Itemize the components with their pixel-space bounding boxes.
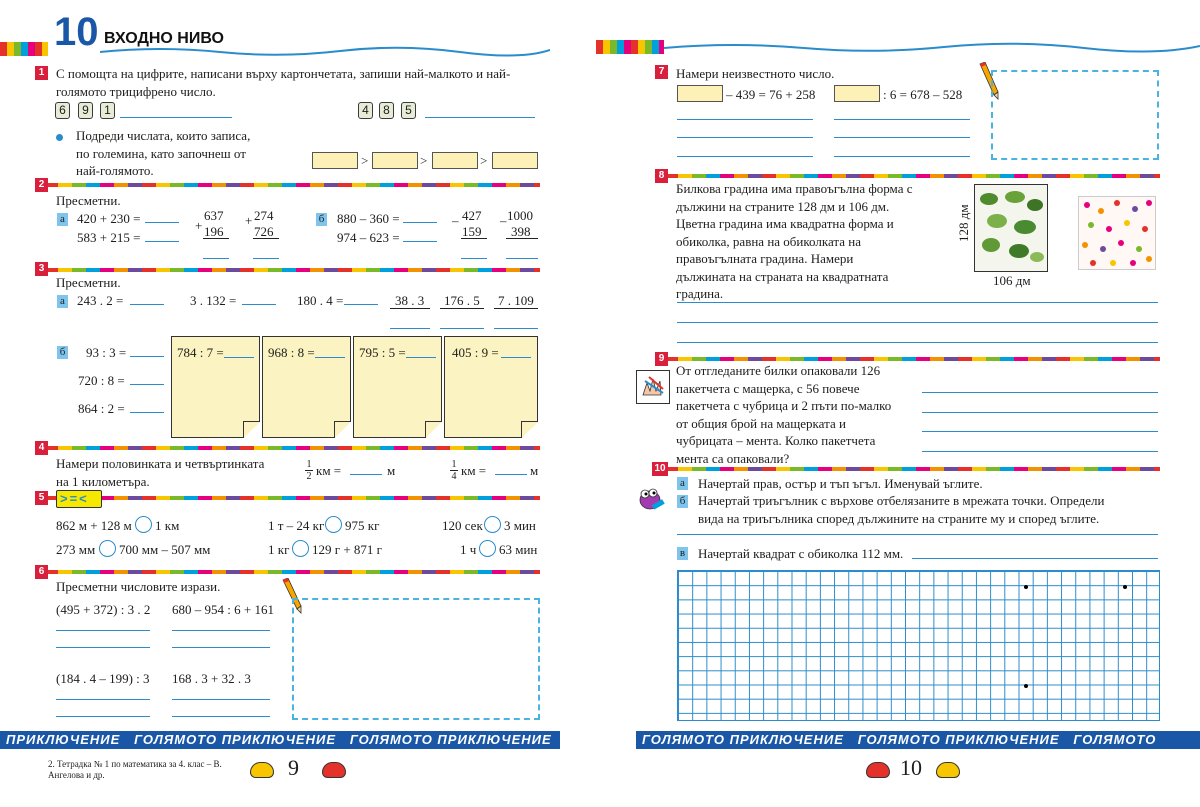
- bullet-dot: [56, 134, 63, 141]
- answer-line[interactable]: [315, 357, 345, 358]
- task10a-text: Начертай прав, остър и тъп ъгъл. Именувай ъглите.: [698, 476, 983, 491]
- fraction-denominator: 4: [451, 471, 457, 482]
- column-top: 427: [462, 208, 482, 223]
- grid-point: [1123, 585, 1127, 589]
- compare-left: 120 сек: [442, 518, 483, 533]
- answer-line[interactable]: [677, 137, 813, 138]
- ladybug-icon: [322, 762, 346, 778]
- hand-icon: [636, 370, 670, 404]
- bug-icon: [634, 482, 666, 514]
- column-rule: [461, 238, 487, 239]
- answer-line[interactable]: [501, 357, 531, 358]
- note-expr: 968 : 8 =: [268, 345, 315, 360]
- task3-title: Пресметни.: [56, 275, 121, 290]
- column-expr: 176 . 5: [444, 293, 480, 308]
- answer-line[interactable]: [120, 117, 232, 118]
- answer-line[interactable]: [677, 156, 813, 157]
- signs-text: >=<: [60, 491, 89, 506]
- answer-line[interactable]: [834, 156, 970, 157]
- task-number-3: 3: [35, 262, 48, 276]
- fraction-numerator: 1: [451, 459, 457, 470]
- compare-circle[interactable]: [292, 540, 309, 557]
- answer-line[interactable]: [677, 534, 1158, 535]
- task-number-2: 2: [35, 178, 48, 192]
- herb-garden-image: [974, 184, 1048, 272]
- column-top: 637: [204, 208, 224, 223]
- column-expr: 7 . 109: [498, 293, 534, 308]
- order-box[interactable]: [372, 152, 418, 169]
- answer-line[interactable]: [350, 474, 382, 475]
- op-sign: +: [245, 213, 253, 228]
- compare-circle[interactable]: [484, 516, 501, 533]
- hand-drawing: [637, 371, 669, 403]
- digit-card: 5: [401, 102, 416, 119]
- km-label: км =: [461, 463, 487, 478]
- expr: 243 . 2 =: [77, 293, 124, 308]
- digit-card: 9: [78, 102, 93, 119]
- answer-line[interactable]: [403, 241, 437, 242]
- answer-line[interactable]: [677, 119, 813, 120]
- digit-card: 1: [100, 102, 115, 119]
- subtask-label: б: [57, 346, 68, 359]
- op-sign: +: [195, 218, 203, 233]
- answer-line[interactable]: [922, 451, 1158, 452]
- answer-line[interactable]: [834, 119, 970, 120]
- column-rule: [506, 238, 538, 239]
- equation: – 439 = 76 + 258: [726, 87, 816, 102]
- equation: : 6 = 678 – 528: [883, 87, 963, 102]
- banner-text: ГОЛЯМОТО ПРИКЛЮЧЕНИЕ ГОЛЯМОТО ПРИКЛЮЧЕНИЕ ГОЛЯМОТО: [642, 732, 1157, 747]
- note-expr: 795 : 5 =: [359, 345, 406, 360]
- task10b-text: Начертай триъгълник с върхове отбелязаните в мрежата точки. Определи вида на триъгълника според дължините на страните му и според ъглите.: [698, 493, 1105, 526]
- column-rule: [494, 308, 538, 309]
- answer-line[interactable]: [406, 357, 436, 358]
- digit-card: 8: [379, 102, 394, 119]
- answer-line[interactable]: [203, 258, 229, 259]
- subtask-label: б: [677, 495, 688, 508]
- compare-left: 273 мм: [56, 542, 96, 557]
- expr: 880 – 360 =: [337, 211, 400, 226]
- task-number-4: 4: [35, 441, 48, 455]
- gt-sign: >: [480, 153, 488, 168]
- header-wave-right: [664, 40, 1200, 54]
- expr: 420 + 230 =: [77, 211, 141, 226]
- work-area[interactable]: [991, 70, 1159, 160]
- expr: (184 . 4 – 199) : 3: [56, 671, 150, 686]
- page-number-right: 10: [900, 755, 922, 780]
- answer-line[interactable]: [912, 558, 1158, 559]
- header-stripe-left: [0, 42, 48, 56]
- header-wave-left: [100, 44, 550, 58]
- subtask-label: в: [677, 547, 688, 560]
- banner-text: ПРИКЛЮЧЕНИЕ ГОЛЯМОТО ПРИКЛЮЧЕНИЕ ГОЛЯМОТО ПРИКЛЮЧЕНИЕ: [6, 732, 552, 747]
- answer-line[interactable]: [253, 258, 279, 259]
- expr: 168 . 3 + 32 . 3: [172, 671, 251, 686]
- subtask-label: а: [57, 295, 68, 308]
- answer-line[interactable]: [242, 304, 276, 305]
- task-number-5: 5: [35, 491, 48, 505]
- answer-line[interactable]: [145, 222, 179, 223]
- ladybug-icon: [250, 762, 274, 778]
- answer-line[interactable]: [130, 384, 164, 385]
- answer-line[interactable]: [172, 716, 270, 717]
- signs-box: [56, 490, 102, 508]
- lesson-number: 10: [54, 10, 99, 54]
- answer-line[interactable]: [56, 647, 150, 648]
- answer-line[interactable]: [677, 322, 1158, 323]
- column-bottom: 398: [511, 224, 531, 239]
- task-number-1: 1: [35, 66, 48, 80]
- order-box[interactable]: [312, 152, 358, 169]
- answer-line[interactable]: [461, 258, 487, 259]
- compare-circle[interactable]: [99, 540, 116, 557]
- column-bottom: 159: [462, 224, 482, 239]
- expr: 93 : 3 =: [86, 345, 127, 360]
- column-top: 274: [254, 208, 274, 223]
- expr: 720 : 8 =: [78, 373, 125, 388]
- gt-sign: >: [361, 153, 369, 168]
- separator: [44, 446, 540, 450]
- task-number-8: 8: [655, 169, 668, 183]
- answer-line[interactable]: [494, 328, 538, 329]
- op-sign: –: [452, 213, 459, 228]
- compare-right: 63 мин: [499, 542, 538, 557]
- task9-text: От отгледаните билки опаковали 126 пакетчета с мащерка, с 56 повече пакетчета с чубрица и 2 пъти по-малко от общия брой на мащерката и чубрицата – мента. Колко пакетчета мента са опаковали?: [676, 363, 892, 466]
- work-area[interactable]: [292, 598, 540, 720]
- compare-left: 1 ч: [460, 542, 477, 557]
- credit-text: 2. Тетрадка № 1 по математика за 4. клас – В. Ангелова и др.: [48, 759, 222, 780]
- subtask-label: б: [316, 213, 327, 226]
- unknown-box[interactable]: [834, 85, 880, 102]
- answer-line[interactable]: [344, 304, 378, 305]
- herbs-icon: [975, 185, 1047, 271]
- answer-line[interactable]: [390, 328, 430, 329]
- column-rule: [253, 238, 279, 239]
- order-box[interactable]: [432, 152, 478, 169]
- compare-right: 975 кг: [345, 518, 380, 533]
- compare-right: 700 мм – 507 мм: [119, 542, 211, 557]
- op-sign: –: [500, 213, 507, 228]
- subtask-label: а: [677, 477, 688, 490]
- compare-circle[interactable]: [479, 540, 496, 557]
- expr: 680 – 954 : 6 + 161: [172, 602, 274, 617]
- separator: [44, 183, 540, 187]
- answer-line[interactable]: [145, 241, 179, 242]
- km-label: км =: [316, 463, 342, 478]
- fraction-numerator: 1: [306, 459, 312, 470]
- task-number-7: 7: [655, 65, 668, 79]
- digit-card: 6: [55, 102, 70, 119]
- separator: [664, 174, 1160, 178]
- footer-banner-right: [636, 731, 1200, 749]
- task10c-text: Начертай квадрат с обиколка 112 мм.: [698, 546, 904, 561]
- separator: [44, 570, 540, 574]
- answer-line[interactable]: [922, 431, 1158, 432]
- ladybug-icon: [866, 762, 890, 778]
- order-box[interactable]: [492, 152, 538, 169]
- grid-point: [1024, 684, 1028, 688]
- task-number-9: 9: [655, 352, 668, 366]
- answer-line[interactable]: [172, 630, 270, 631]
- page-title: ВХОДНО НИВО: [104, 30, 224, 47]
- column-rule: [440, 308, 484, 309]
- answer-line[interactable]: [130, 356, 164, 357]
- task7-title: Намери неизвестното число.: [676, 66, 835, 81]
- compare-right: 1 км: [155, 518, 180, 533]
- answer-line[interactable]: [677, 302, 1158, 303]
- column-rule: [203, 238, 229, 239]
- answer-line[interactable]: [56, 630, 150, 631]
- column-bottom: 196: [204, 224, 224, 239]
- task4-text: Намери половинката и четвъртинката на 1 километъра.: [56, 456, 265, 489]
- compare-left: 1 кг: [268, 542, 290, 557]
- answer-line[interactable]: [495, 474, 527, 475]
- answer-line[interactable]: [56, 699, 150, 700]
- compare-left: 862 м + 128 м: [56, 518, 132, 533]
- side-label-vertical: 128 дм: [956, 204, 971, 242]
- sticky-note[interactable]: [353, 336, 442, 438]
- note-expr: 784 : 7 =: [177, 345, 224, 360]
- answer-line[interactable]: [506, 258, 538, 259]
- ladybug-icon: [936, 762, 960, 778]
- answer-line[interactable]: [130, 304, 164, 305]
- gt-sign: >: [420, 153, 428, 168]
- expr: (495 + 372) : 3 . 2: [56, 602, 151, 617]
- compare-right: 3 мин: [504, 518, 536, 533]
- task6-title: Пресметни числовите изрази.: [56, 579, 221, 594]
- task-number-6: 6: [35, 565, 48, 579]
- m-label: м: [387, 463, 396, 478]
- compare-right: 129 г + 871 г: [312, 542, 382, 557]
- task1-bullet-text: Подреди числата, които записа, по големина, като започнеш от най-голямото.: [76, 128, 251, 178]
- answer-line[interactable]: [130, 412, 164, 413]
- expr: 583 + 215 =: [77, 230, 141, 245]
- answer-line[interactable]: [677, 342, 1158, 343]
- answer-line[interactable]: [172, 647, 270, 648]
- answer-line[interactable]: [403, 222, 437, 223]
- column-top: 1000: [507, 208, 533, 223]
- answer-line[interactable]: [834, 137, 970, 138]
- sticky-note[interactable]: [171, 336, 260, 438]
- separator: [44, 268, 540, 272]
- column-bottom: 726: [254, 224, 274, 239]
- m-label: м: [530, 463, 539, 478]
- separator: [664, 467, 1160, 471]
- side-label-horizontal: 106 дм: [993, 273, 1031, 288]
- compare-circle[interactable]: [325, 516, 342, 533]
- task8-text: Билкова градина има правоъгълна форма с дължини на страните 128 дм и 106 дм. Цветна градина има квадратна форма и обиколка, равна на обиколката на правоъгълната градина. Намери дължината на страната на квадратната градина.: [676, 181, 913, 301]
- answer-line[interactable]: [56, 716, 150, 717]
- fraction-denominator: 2: [306, 471, 312, 482]
- subtask-label: а: [57, 213, 68, 226]
- compare-circle[interactable]: [135, 516, 152, 533]
- separator: [664, 357, 1160, 361]
- expr: 3 . 132 =: [190, 293, 237, 308]
- answer-line[interactable]: [425, 117, 535, 118]
- note-expr: 405 : 9 =: [452, 345, 499, 360]
- flower-garden-image: [1078, 196, 1156, 270]
- grid-point: [1024, 585, 1028, 589]
- digit-card: 4: [358, 102, 373, 119]
- answer-line[interactable]: [922, 412, 1158, 413]
- answer-line[interactable]: [172, 699, 270, 700]
- task-number-10: 10: [652, 462, 668, 476]
- page-number-left: 9: [288, 755, 299, 780]
- sticky-note[interactable]: [262, 336, 351, 438]
- expr: 180 . 4 =: [297, 293, 344, 308]
- header-stripe-right: [596, 40, 664, 54]
- column-expr: 38 . 3: [395, 293, 425, 308]
- compare-left: 1 т – 24 кг: [268, 518, 325, 533]
- separator: [44, 496, 540, 500]
- expr: 864 : 2 =: [78, 401, 125, 416]
- task1-text: С помощта на цифрите, написани върху картончетата, запиши най-малкото и най-голямото трицифрено число.: [56, 66, 511, 99]
- answer-line[interactable]: [922, 392, 1158, 393]
- flowers-icon: [1079, 197, 1155, 269]
- expr: 974 – 623 =: [337, 230, 400, 245]
- answer-line[interactable]: [224, 357, 254, 358]
- drawing-grid[interactable]: [677, 570, 1160, 721]
- sticky-note[interactable]: [444, 336, 538, 438]
- footer-banner-left: [0, 731, 560, 749]
- column-rule: [390, 308, 430, 309]
- answer-line[interactable]: [440, 328, 484, 329]
- unknown-box[interactable]: [677, 85, 723, 102]
- task2-title: Пресметни.: [56, 193, 121, 208]
